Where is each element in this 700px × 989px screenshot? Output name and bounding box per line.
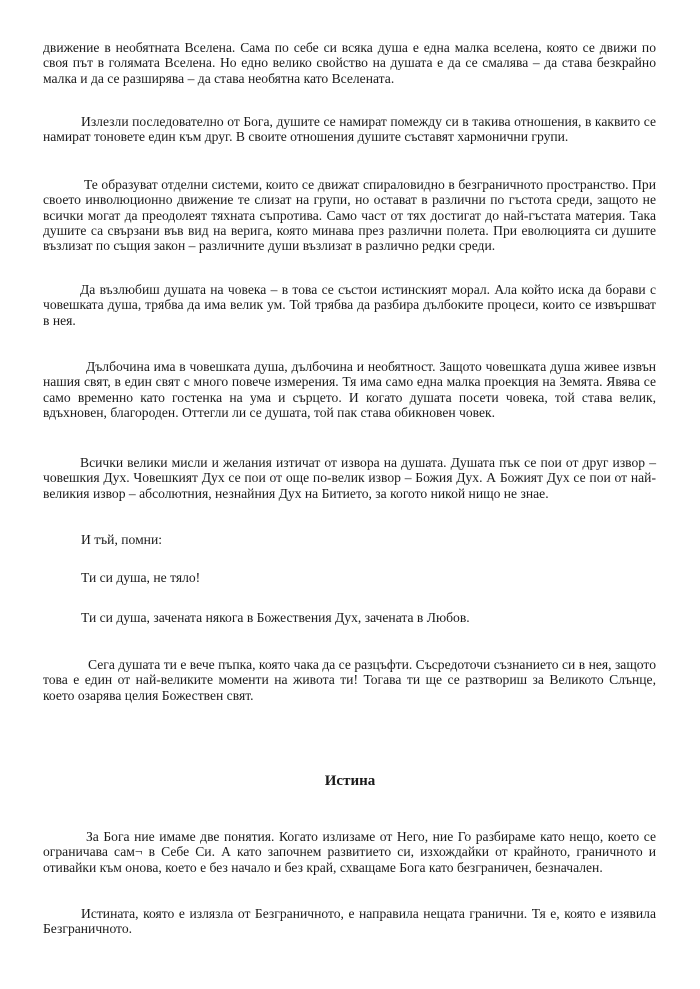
paragraph-true-morality: Да възлюбиш душата на човека – в това се състои истинският морал. Ала който иска да борави с човешката душа, трябва да има велик ум. Той трябва да разбира дълбоките процеси, които се извършват в нея. — [43, 282, 656, 328]
paragraph-spiral-systems: Те образуват отделни системи, които се движат спираловидно в безграничното пространство. При своето инволюционно движение те слизат на групи, но остават в различни по гъстота среди, защото не всички могат да преодолеят тяхната съпротива. Само част от тях достигат до най-гъстата материя. Така душите са свързани във вид на верига, която минава през различни полета. При еволюцията си душите възлизат по същия закон – различните души възлизат в различно редки среди. — [43, 177, 656, 254]
paragraph-remember: И тъй, помни: — [81, 532, 162, 547]
paragraph-truth: Истината, която е излязла от Безграничното, е направила нещата гранични. Тя е, която е изявила Безграничното. — [43, 906, 656, 937]
paragraph-bud: Сега душата ти е вече пъпка, която чака да се разцъфти. Съсредоточи съзнанието си в нея, защото това е един от най-великите моменти на живота ти! Тогава ти ще се разтвориш за Великото Слънце, което озарява целия Божествен свят. — [43, 657, 656, 703]
paragraph-harmonic-groups: Излезли последователно от Бога, душите се намират помежду си в такива отношения, в каквито се намират тоновете един към друг. В своите отношения душите съставят хармонични групи. — [43, 114, 656, 145]
paragraph-depth-of-soul: Дълбочина има в човешката душа, дълбочина и необятност. Защото човешката душа живее извън нашия свят, в един свят с много повече измерения. Тя има само една малка проекция на Земята. Явява се само временно като гостенка на ума и сърцето. И когато душата посети човека, той става велик, вдъхновен, благороден. Оттегли ли се душата, той пак става обикновен човек. — [43, 359, 656, 420]
paragraph-two-concepts: За Бога ние имаме две понятия. Когато излизаме от Него, ние Го разбираме като нещо, което се ограничава сам¬ в Себе Си. А като започнем развитието си, изхождайки от крайното, граничното и отивайки към онова, което е без начало и без край, схващаме Бога като безграничен, безначален. — [43, 829, 656, 875]
paragraph-universe: движение в необятната Вселена. Сама по себе си всяка душа е една малка вселена, която се движи по своя път в голямата Вселена. Но едно велико свойство на душата е да се смалява – да става безкрайно малка и да се разширява – да става необятна като Вселената. — [43, 40, 656, 86]
paragraph-source-of-thoughts: Всички велики мисли и желания изтичат от извора на душата. Душата пък се пои от друг извор – човешкия Дух. Човешкият Дух се пои от още по-велик извор – Божия Дух. А Божият Дух се пои от най-великия извор – абсолютния, незнайния Дух на Битието, за когото никой нищо не знае. — [43, 455, 656, 501]
paragraph-you-are-soul: Ти си душа, не тяло! — [81, 570, 201, 585]
paragraph-conceived-in-love: Ти си душа, зачената някога в Божествения Дух, зачената в Любов. — [81, 610, 470, 625]
section-heading: Истина — [324, 773, 376, 789]
